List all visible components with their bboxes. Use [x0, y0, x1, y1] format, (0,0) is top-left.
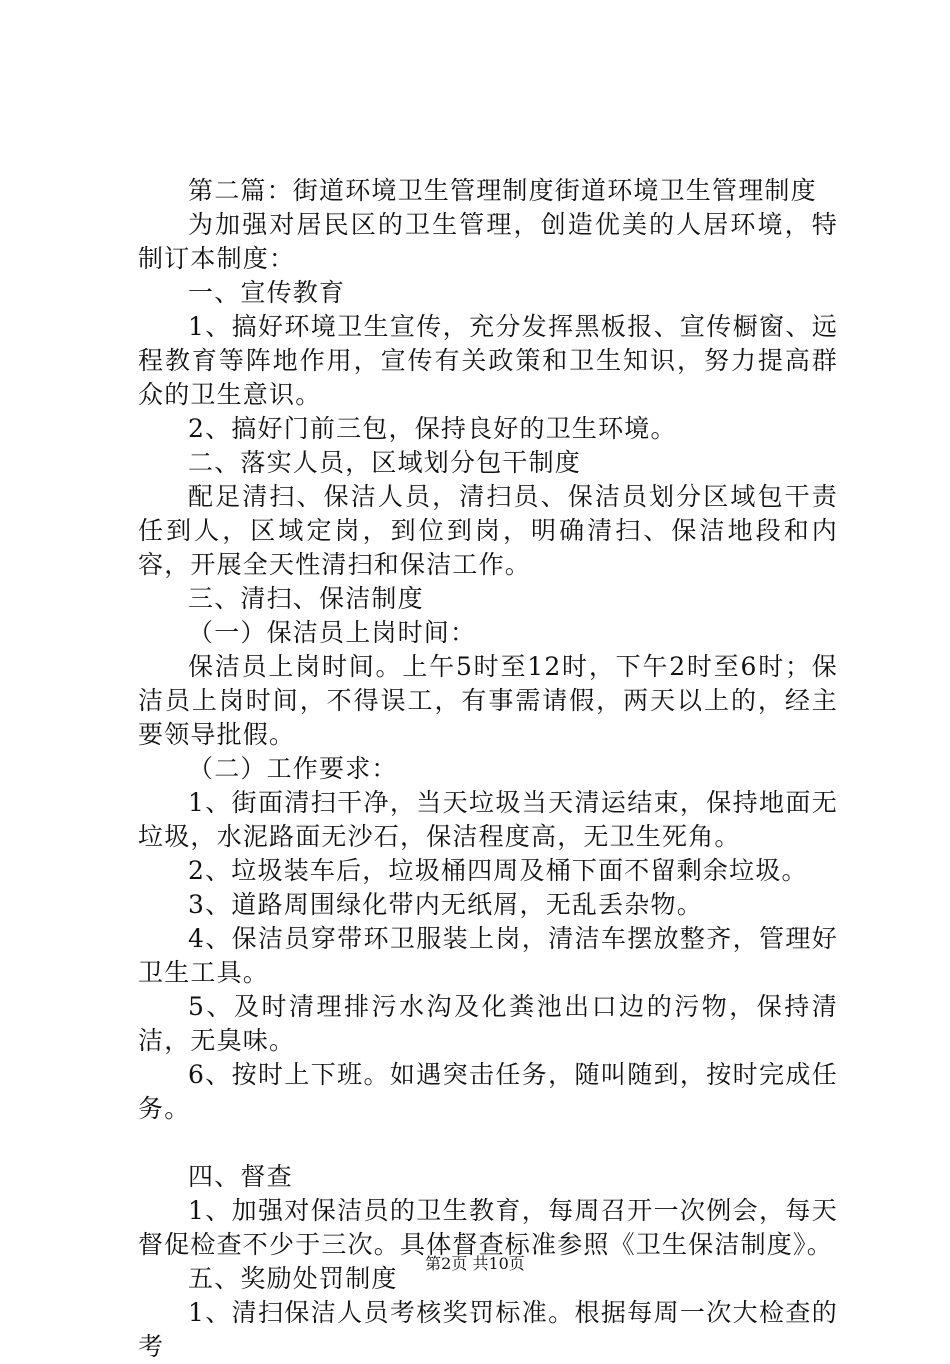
- section-heading: 三、清扫、保洁制度: [188, 584, 424, 613]
- paragraph: 1、搞好环境卫生宣传，充分发挥黑板报、宣传橱窗、远程教育等阵地作用，宣传有关政策和卫生知识，努力提高群众的卫生意识。: [138, 312, 838, 409]
- document-body: [138, 174, 838, 1364]
- paragraph: 5、及时清理排污水沟及化粪池出口边的污物，保持清洁，无臭味。: [138, 992, 838, 1055]
- section-heading: 二、落实人员，区域划分包干制度: [188, 448, 582, 477]
- paragraph: 1、街面清扫干净，当天垃圾当天清运结束，保持地面无垃圾，水泥路面无沙石，保洁程度高，无卫生死角。: [138, 788, 838, 851]
- blank-line: [138, 1126, 838, 1160]
- page-footer: 第2页 共10页: [425, 1254, 525, 1273]
- section-heading: 五、奖励处罚制度: [188, 1264, 398, 1293]
- subsection-heading: （二）工作要求：: [188, 754, 398, 783]
- paragraph: 保洁员上岗时间。上午5时至12时，下午2时至6时；保洁员上岗时间，不得误工，有事需请假，两天以上的，经主要领导批假。: [138, 652, 838, 749]
- paragraph: 6、按时上下班。如遇突击任务，随叫随到，按时完成任务。: [138, 1060, 838, 1123]
- paragraph: 1、清扫保洁人员考核奖罚标准。根据每周一次大检查的考: [138, 1298, 838, 1361]
- subsection-heading: （一）保洁员上岗时间：: [188, 618, 477, 647]
- paragraph: 2、垃圾装车后，垃圾桶四周及桶下面不留剩余垃圾。: [188, 856, 808, 885]
- document-title: 第二篇：街道环境卫生管理制度街道环境卫生管理制度: [188, 176, 817, 205]
- paragraph: 4、保洁员穿带环卫服装上岗，清洁车摆放整齐，管理好卫生工具。: [138, 924, 838, 987]
- paragraph: 1、加强对保洁员的卫生教育，每周召开一次例会，每天督促检查不少于三次。具体督查标准参照《卫生保洁制度》。: [138, 1196, 838, 1259]
- paragraph: 3、道路周围绿化带内无纸屑，无乱丢杂物。: [188, 890, 703, 919]
- paragraph: 为加强对居民区的卫生管理，创造优美的人居环境，特制订本制度：: [138, 210, 838, 273]
- paragraph: 2、搞好门前三包，保持良好的卫生环境。: [188, 414, 677, 443]
- section-heading: 一、宣传教育: [188, 278, 346, 307]
- paragraph: 配足清扫、保洁人员，清扫员、保洁员划分区域包干责任到人，区域定岗，到位到岗，明确清扫、保洁地段和内容，开展全天性清扫和保洁工作。: [138, 482, 838, 579]
- section-heading: 四、督查: [188, 1162, 293, 1191]
